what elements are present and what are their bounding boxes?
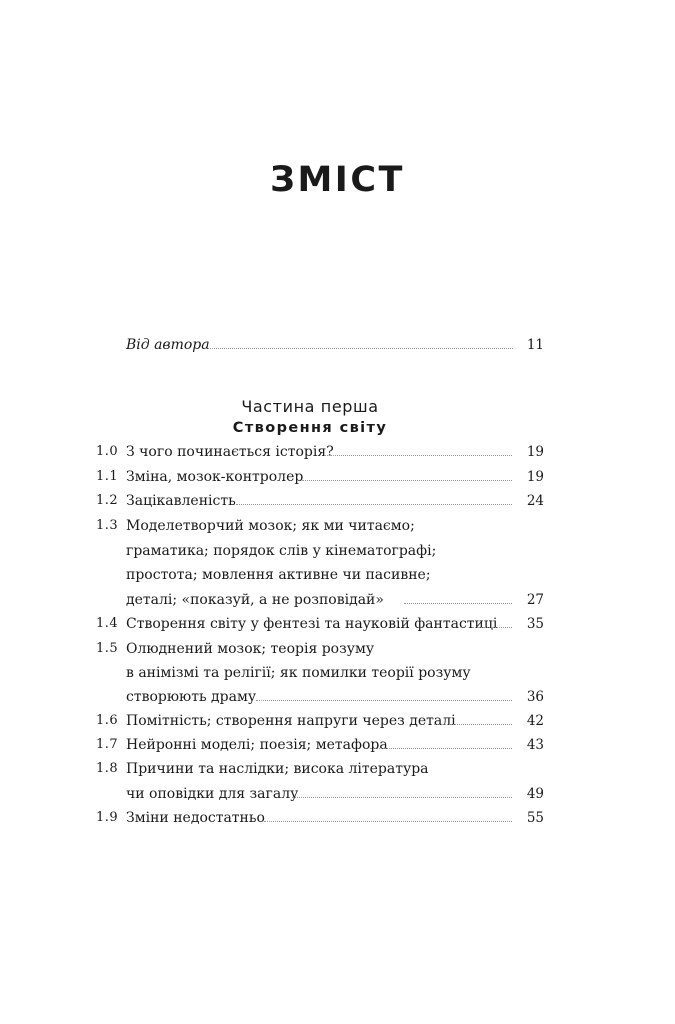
toc-entry-title: Створення світу у фентезі та науковій фантастиці [126, 616, 498, 632]
toc-dot-leader [264, 821, 512, 822]
toc-entry-title-line: чи оповідки для загалу [126, 786, 299, 802]
toc-dot-leader [236, 504, 512, 505]
toc-page-number: 36 [526, 689, 544, 705]
toc-entry[interactable] [0, 709, 675, 733]
toc-dot-leader [302, 480, 512, 481]
toc-entry-number: 1.8 [96, 761, 119, 776]
toc-entry[interactable] [0, 465, 675, 489]
toc-entry-continuation [0, 539, 675, 563]
toc-entry-author[interactable] [0, 333, 675, 357]
toc-entry-title-line: деталі; «показуй, а не розповідай» [126, 592, 384, 608]
toc-entry-continuation [0, 661, 675, 685]
toc-entry-number: 1.6 [96, 713, 119, 728]
toc-entry-title: З чого починається історія? [126, 444, 334, 460]
toc-entry-title: Помітність; створення напруги через деталі [126, 713, 456, 729]
toc-entry-title: Моделетворчий мозок; як ми читаємо; [126, 518, 415, 534]
toc-entry-number: 1.2 [96, 493, 119, 508]
toc-entry[interactable] [0, 489, 675, 513]
toc-entry-number: 1.7 [96, 737, 119, 752]
toc-entry-number: 1.4 [96, 616, 119, 631]
part-label: Частина перша [241, 397, 379, 416]
toc-entry-continuation [0, 588, 675, 612]
toc-dot-leader [404, 603, 512, 604]
toc-entry[interactable] [0, 733, 675, 757]
toc-page-number: 11 [526, 337, 544, 353]
toc-entry-title-line: граматика; порядок слів у кінематографі; [126, 543, 437, 559]
toc-page-number: 27 [526, 592, 544, 608]
part-title: Створення світу [232, 420, 388, 436]
toc-entry[interactable] [0, 637, 675, 661]
toc-entry-number: 1.9 [96, 810, 119, 825]
toc-entry[interactable] [0, 806, 675, 830]
toc-entry-title: Від автора [126, 337, 210, 353]
toc-dot-leader [370, 748, 512, 749]
toc-page-number: 24 [526, 493, 544, 509]
toc-entry-title-line: в анімізмі та релігії; як помилки теорії розуму [126, 665, 471, 681]
toc-entry-title: Зацікавленість [126, 493, 236, 509]
toc-entry-number: 1.1 [96, 469, 119, 484]
toc-page-number: 35 [526, 616, 544, 632]
toc-dot-leader [205, 348, 513, 349]
toc-dot-leader [256, 700, 512, 701]
toc-page-number: 19 [526, 469, 544, 485]
toc-entry-number: 1.3 [96, 518, 119, 533]
toc-entry-number: 1.5 [96, 641, 119, 656]
toc-entry-continuation [0, 685, 675, 709]
toc-page-number: 19 [526, 444, 544, 460]
toc-entry-title: Олюднений мозок; теорія розуму [126, 641, 375, 657]
toc-dot-leader [324, 455, 512, 456]
toc-entry[interactable] [0, 514, 675, 538]
toc-page-number: 55 [526, 810, 544, 826]
toc-entry-title: Зміна, мозок-контролер [126, 469, 304, 485]
toc-entry[interactable] [0, 612, 675, 636]
toc-page-number: 43 [526, 737, 544, 753]
toc-entry-title: Зміни недостатньо [126, 810, 265, 826]
toc-entry-title: Нейронні моделі; поезія; метафора [126, 737, 388, 753]
toc-entry-title-line: створюють драму [126, 689, 257, 705]
toc-entry-title-line: простота; мовлення активне чи пасивне; [126, 567, 431, 583]
toc-entry-continuation [0, 563, 675, 587]
toc-entry[interactable] [0, 440, 675, 464]
toc-entry-number: 1.0 [96, 444, 119, 459]
page-title: ЗМІСТ [270, 160, 405, 200]
toc-entry[interactable] [0, 757, 675, 781]
toc-entry-title: Причини та наслідки; висока література [126, 761, 429, 777]
toc-dot-leader [292, 797, 512, 798]
toc-page-number: 42 [526, 713, 544, 729]
toc-entry-continuation [0, 782, 675, 806]
toc-page-number: 49 [526, 786, 544, 802]
